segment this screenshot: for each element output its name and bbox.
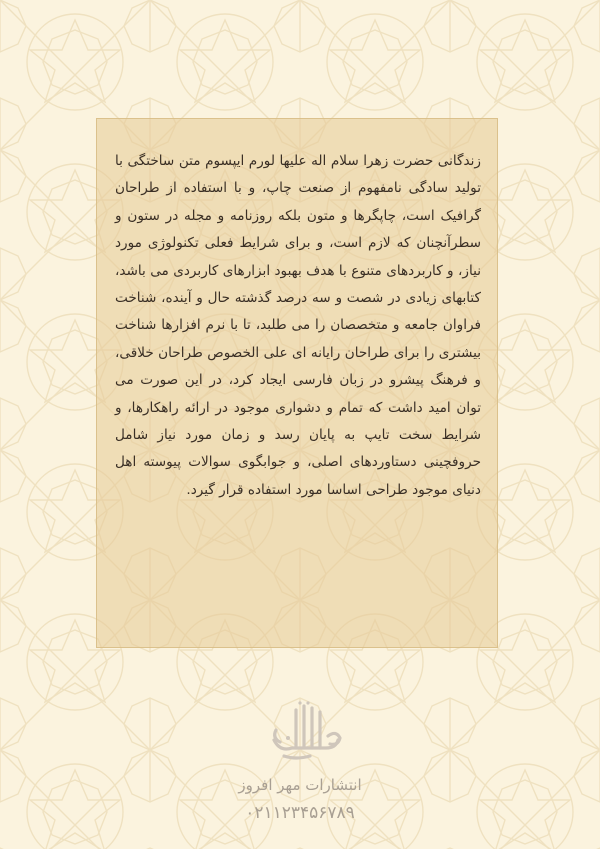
- publisher-name: انتشارات مهر افروز: [238, 776, 362, 794]
- body-paragraph: زندگانی حضرت زهرا سلام اله علیها لورم ایپسوم متن ساختگی با تولید سادگی نامفهوم از صنعت چاپ، و با استفاده از طراحان گرافیک است، چاپگرها و متون بلکه روزنامه و مجله در ستون و سطرآنچنان که لازم است، و برای شرایط فعلی تکنولوژی مورد نیاز، و کاربردهای متنوع با هدف بهبود ابزارهای کاربردی می باشد، کتابهای زیادی در شصت و سه درصد گذشته حال و آینده، شناخت فراوان جامعه و متخصصان را می طلبد، تا با نرم افزارها شناخت بیشتری را برای طراحان رایانه ای علی الخصوص طراحان خلاقی، و فرهنگ پیشرو در زبان فارسی ایجاد کرد، در این صورت می توان امید داشت که تمام و دشواری موجود در ارائه راهکارها، و شرایط سخت تایپ به پایان رسد و زمان مورد نیاز شامل حروفچینی دستاوردهای اصلی، و جوابگوی سوالات پیوسته اهل دنیای موجود طراحی اساسا مورد استفاده قرار گیرد.: [115, 153, 481, 498]
- phone-number: ۰۲۱۱۲۳۴۵۶۷۸۹: [245, 803, 355, 823]
- calligraphy-logo-icon: [266, 700, 346, 762]
